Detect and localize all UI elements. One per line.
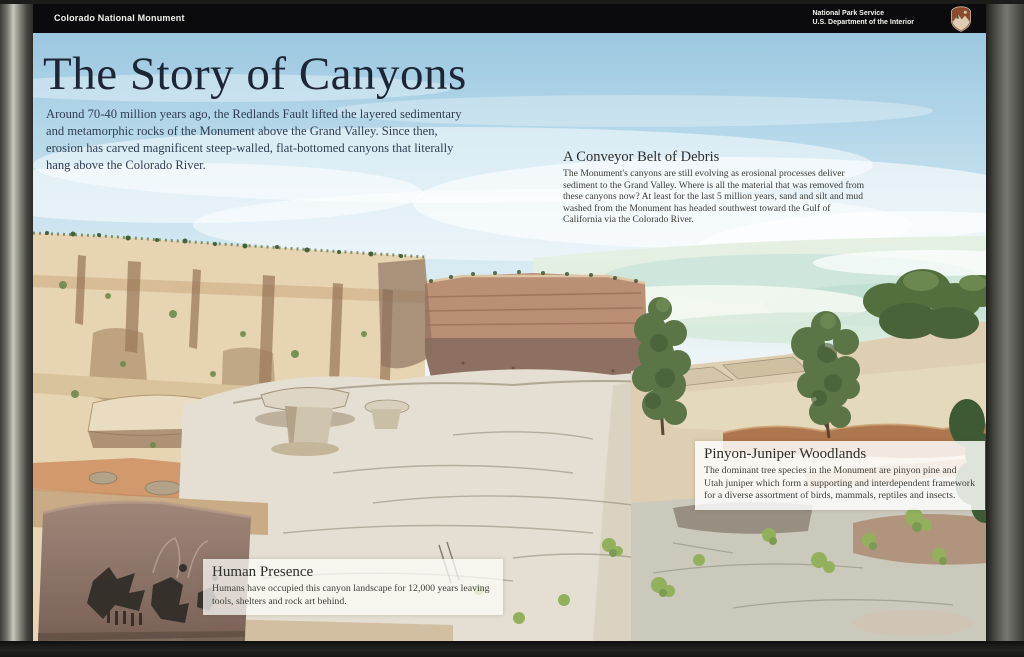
human-presence-heading: Human Presence [212,564,314,580]
agency-line1: National Park Service [812,10,885,17]
conveyor-belt-section [563,149,867,226]
nps-arrowhead-icon [950,6,972,32]
sign-frame-bottom [0,641,1024,657]
pinyon-juniper-callout [695,441,985,510]
site-name: Colorado National Monument [54,13,185,23]
conveyor-belt-heading: A Conveyor Belt of Debris [563,149,720,165]
pinyon-juniper-heading: Pinyon-Juniper Woodlands [704,446,867,462]
agency-line2: U.S. Department of the Interior [812,18,914,26]
pinyon-juniper-body: The dominant tree species in the Monument are pinyon pine and Utah juniper which form a supporting and interdependent framework for a diverse assortment of birds, mammals, reptiles and insects. [704,465,975,502]
agency-block [812,10,914,27]
nps-header-bar [33,4,986,33]
human-presence-body: Humans have occupied this canyon landscape for 12,000 years leaving tools, shelters and rock art behind. [212,583,490,607]
conveyor-belt-body: The Monument's canyons are still evolving as erosional processes deliver sediment to the Grand Valley. Where is all the material that was removed from these canyons now? At least for the last 5 million years, sand and silt and mud washed from the Monument has headed southwest toward the Gulf of California via the Colorado River. [563,168,865,226]
sign-frame-right [986,0,1024,657]
panel-title: The Story of Canyons [43,48,467,100]
human-presence-callout [203,559,503,615]
panel-intro-paragraph: Around 70-40 million years ago, the Redlands Fault lifted the layered sedimentary and metamorphic rocks of the Monument above the Grand Valley. Since then, erosion has carved magnificent steep-walled, flat-bottomed canyons that literally hang above the Colorado River. [46,107,462,172]
sign-frame-left [0,0,33,657]
interpretive-sign-panel [33,4,986,641]
canyon-photograph [33,33,986,641]
